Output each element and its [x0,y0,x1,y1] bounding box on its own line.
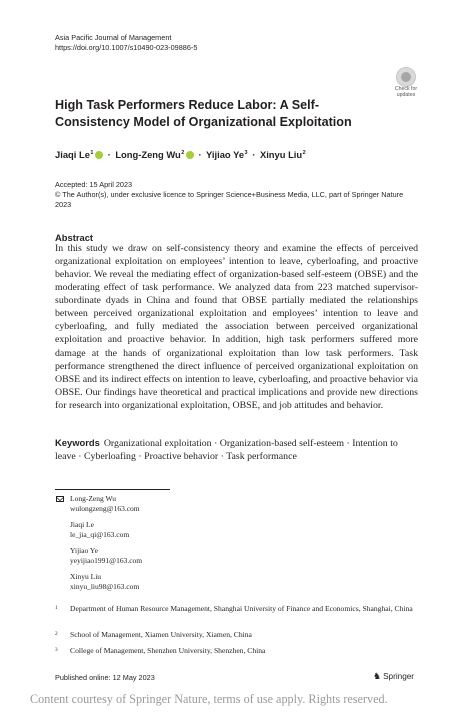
publisher-name: Springer [383,672,415,681]
contact-email[interactable]: yeyijiao1991@163.com [70,556,143,565]
publisher-logo [373,671,414,682]
contact-name: Xinyu Liu [70,572,102,581]
published-date: Published online: 12 May 2023 [55,673,155,682]
author-separator: · [252,149,256,160]
check-updates-icon [396,67,416,87]
contact-name: Yijiao Ye [70,546,98,555]
paper-title: High Task Performers Reduce Labor: A Self-Consistency Model of Organizational Exploitation [55,98,352,129]
envelope-icon [56,496,64,502]
orcid-icon[interactable] [186,151,194,159]
badge-line-2: updates [396,92,416,98]
contact-email[interactable]: xinyu_liu98@163.com [70,582,140,591]
journal-header [55,33,197,52]
contact-name: Jiaqi Le [70,520,94,529]
footnote-divider [55,489,170,490]
affiliation-text: College of Management, Shenzhen University, Shenzhen, China [70,646,266,655]
author-affiliation-mark: 2 [302,150,306,156]
keywords-label: Keywords [55,437,100,448]
copyright-year: 2023 [55,199,72,209]
contact-email[interactable]: le_jia_qi@163.com [70,530,130,539]
orcid-icon[interactable] [95,151,103,159]
author-separator: · [107,149,111,160]
abstract-text: In this study we draw on self-consistency theory and examine the effects of perceived organizational exploitation on employees’ intention to leave, cyberloafing, and proactive behavior. We reveal the mediating effect of organization-based self-esteem (OBSE) and the moderating effect of task performance. We analyzed data from 223 matched supervisor-subordinate dyads in China and found that OBSE partially mediated the relationships between perceived organizational exploitation and employees’ intention to leave and cyberloafing, and fully mediated the association between perceived organizational exploitation and proactive behavior. In addition, high task performers suffered more damage at the hands of organizational exploitation than low task performers. Task performance strengthened the direct influence of perceived organizational exploitation on OBSE and its indirect effects on intention to leave, cyberloafing, and proactive behavior via OBSE. Our findings have theoretical and practical implications and provide new directions for research into organizational exploitation, OBSE, and job attitudes and behavior. [55,243,418,411]
author-name[interactable]: Xinyu Liu [259,149,303,160]
author-affiliation-mark: 1 [90,150,94,156]
contact-entry [55,520,255,540]
keywords [55,436,418,463]
journal-name: Asia Pacific Journal of Management [55,33,172,42]
affiliation-text: School of Management, Xiamen University, Xiamen, China [70,630,252,639]
author-affiliation-mark: 3 [244,150,248,156]
affiliation-number: 3 [55,647,58,653]
author-affiliation-mark: 2 [181,150,185,156]
springer-horse-icon: ♞ [373,671,382,681]
article-history [55,180,403,209]
accepted-date: Accepted: 15 April 2023 [55,180,133,189]
check-for-updates-badge[interactable] [391,67,421,101]
courtesy-notice: Content courtesy of Springer Nature, terms of use apply. Rights reserved. [30,692,388,706]
abstract-heading: Abstract [55,232,94,243]
author-separator: · [198,149,202,160]
author-list [55,147,306,161]
keywords-text: Organizational exploitation · Organization-based self-esteem · Intention to leave · Cyberloafing · Proactive behavior · Task performance [55,438,398,463]
contact-name: Long-Zeng Wu [70,494,117,503]
contact-email[interactable]: wulongzeng@163.com [70,504,140,513]
doi-link[interactable]: https://doi.org/10.1007/s10490-023-09886-5 [55,42,198,52]
copyright-line: © The Author(s), under exclusive licence to Springer Science+Business Media, LLC, part of Springer Nature [55,189,404,199]
affiliation-number: 1 [55,605,58,611]
contact-entry [55,546,255,566]
author-name[interactable]: Jiaqi Le [55,149,90,160]
badge-line-1: Check for [394,86,418,92]
author-name[interactable]: Yijiao Ye [206,149,245,160]
affiliation-number: 2 [55,631,58,637]
contact-entry [55,572,255,592]
affiliation-text: Department of Human Resource Management, Shanghai University of Finance and Economics, Shanghai, China [70,604,413,613]
author-name[interactable]: Long-Zeng Wu [115,149,181,160]
contact-entry [55,494,255,514]
